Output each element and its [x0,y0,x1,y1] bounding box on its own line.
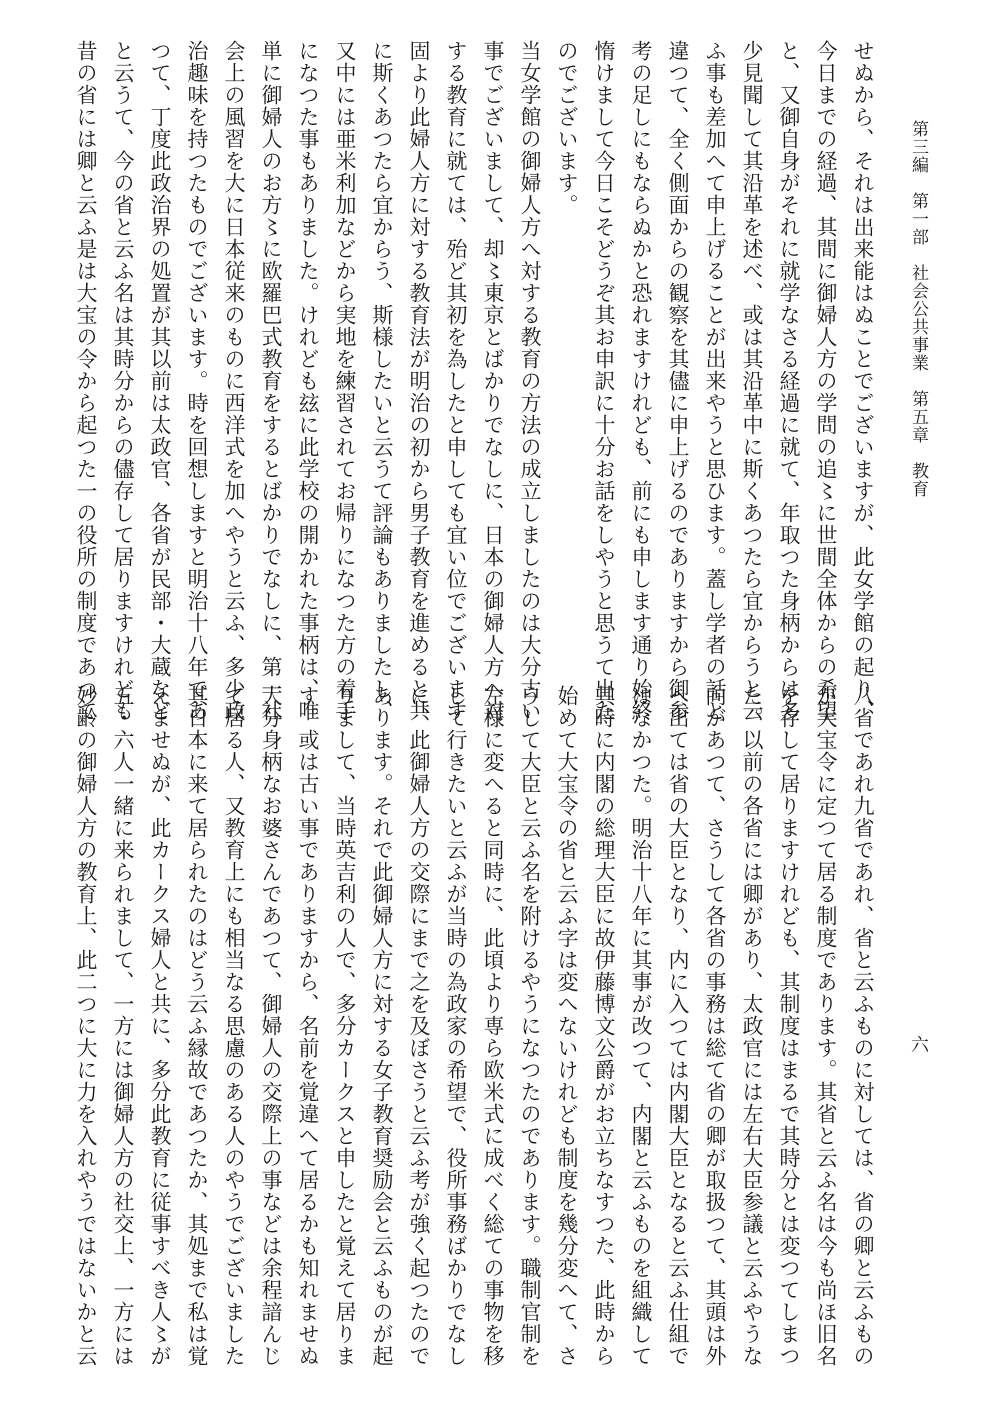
text-column: 少見聞して其沿革を述べ、或は其沿革中に斯くあつたら宜からうと云 [740,40,764,722]
text-column: つて、丁度此政治界の処置が其以前は太政官、各省が民部・大蔵など [148,40,172,722]
text-column: 其日本に来て居られたのはどう云ふ縁故であつたか、其処まで私は覚 [185,685,209,1367]
text-column: 今日までの経過、其間に御婦人方の学問の追〻に世間全体からの希望 [814,40,838,722]
text-column: 向があつて、さうして各省の事務は総て省の卿が取扱つて、其頭は外 [703,685,727,1367]
text-column: 大分身柄なお婆さんであつて、御婦人の交際上の事などは余程諳んじ [259,685,283,1367]
header-chapter-title: 教育 [908,462,928,498]
text-column: して行きたいと云ふが当時の為政家の希望で、役所事務ばかりでなし [444,685,468,1367]
text-column: ふ事も差加へて申上げることが出来やうと思ひます。蓋し学者の話と [703,40,727,722]
running-header [891,120,931,680]
text-column: す。或は古い事でありますから、名前を覚違へて居るかも知れませぬ [296,685,320,1367]
text-column: 又中には亜米利加などから実地を練習されてお帰りになつた方の着手 [333,40,357,722]
text-column: 考の足しにもならぬかと恐れますけれども、前にも申します通り始終 [629,40,653,722]
text-column: 八省であれ九省であれ、省と云ふものに対しては、省の卿と云ふもの [851,685,875,1367]
header-chapter: 第五章 [908,390,928,444]
text-column: 左様に変へると同時に、此頃より専ら欧米式に成べく総ての事物を移 [481,685,505,1367]
text-column: 治趣味を持つたものでございます。時を回想しますと明治十八年であ [185,40,209,722]
text-column: が大宝令に定つて居る制度であります。其省と云ふ名は今も尚ほ旧名 [814,685,838,1367]
text-column: 昔の省には卿と云ふ是は大宝の令から起つた一の役所の制度であつて [74,40,98,722]
text-column: のでございます。 [555,40,579,216]
text-block-bottom [61,685,881,1367]
text-column: えませぬが、此カークス婦人と共に、多分此教育に従事すべき人〻が [148,685,172,1367]
text-column: 妙齢の御婦人方の教育上、此二つに大に力を入れやうではないかと云 [74,685,98,1367]
text-column: に斯くあつたら宜からう、斯様したいと云うて評論もありましたし、 [370,40,394,722]
header-section: 第一部 [908,192,928,246]
text-column: 固より此婦人方に対する教育法が明治の初から男子教育を進めると共 [407,40,431,722]
text-block-top [61,40,881,722]
text-column: 其時に内閣の総理大臣に故伊藤博文公爵がお立ちなすつた、此時から [592,685,616,1367]
text-column: と、又御自身がそれに就学なさる経過に就て、年取つた身柄からは多 [777,40,801,722]
text-column: 単に御婦人のお方〻に欧羅巴式教育をするとばかりでなしに、第一社 [259,40,283,722]
text-column: りまして、当時英吉利の人で、多分カークスと申したと覚えて居りま [333,685,357,1367]
page-number: 六 [908,1035,929,1053]
text-column: と云うて、今の省と云ふ名は其時分からの儘存して居りますけれども [111,40,135,722]
header-section-title: 社会公共事業 [908,264,928,372]
text-column: になつた事もありました。けれども玆に此学校の開かれた事柄は、唯 [296,40,320,722]
text-column: 事でございまして、却〻東京とばかりでなしに、日本の御婦人方へ対 [481,40,505,722]
text-column: する教育に就ては、殆ど其初を為したと申しても宜い位でございます [444,40,468,722]
text-column: を存して居りますけれども、其制度はまるで其時分とは変つてしまつ [777,685,801,1367]
text-column: て居る人、又教育上にも相当なる思慮のある人のやうでございました [222,685,246,1367]
text-column: た。以前の各省には卿があり、太政官には左右大臣参議と云ふやうな [740,685,764,1367]
text-column: 違つて、全く側面からの観察を其儘に申上げるのでありますから御参 [666,40,690,722]
text-column: へ出ては省の大臣となり、内に入つては内閣大臣となると云ふ仕組で [666,685,690,1367]
text-column: せぬから、それは出来能はぬことでございますが、此女学館の起り、 [851,40,875,722]
text-column: に、此御婦人方の交際にまで之を及ぼさうと云ふ考が強く起つたので [407,685,431,1367]
text-column: 始めて大宝令の省と云ふ字は変へないけれども制度を幾分変へて、さ [555,685,579,1367]
text-column: 当女学館の御婦人方へ対する教育の方法の成立しましたのは大分古い [518,40,542,722]
text-column: あります。それで此御婦人方に対する女子教育奨励会と云ふものが起 [370,685,394,1367]
text-column: はなかつた。明治十八年に其事が改つて、内閣と云ふものを組織して [629,685,653,1367]
text-column: 会上の風習を大に日本従来のものに西洋式を加へやうと云ふ、多少政 [222,40,246,722]
text-column: うして大臣と云ふ名を附けるやうになつたのであります。職制官制を [518,685,542,1367]
text-column: 惰けまして今日こそどうぞ其お申訳に十分お話をしやうと思うて出た [592,40,616,722]
text-column: 五・六人一緒に来られまして、一方には御婦人方の社交上、一方には [111,685,135,1367]
header-part: 第三編 [908,120,928,174]
